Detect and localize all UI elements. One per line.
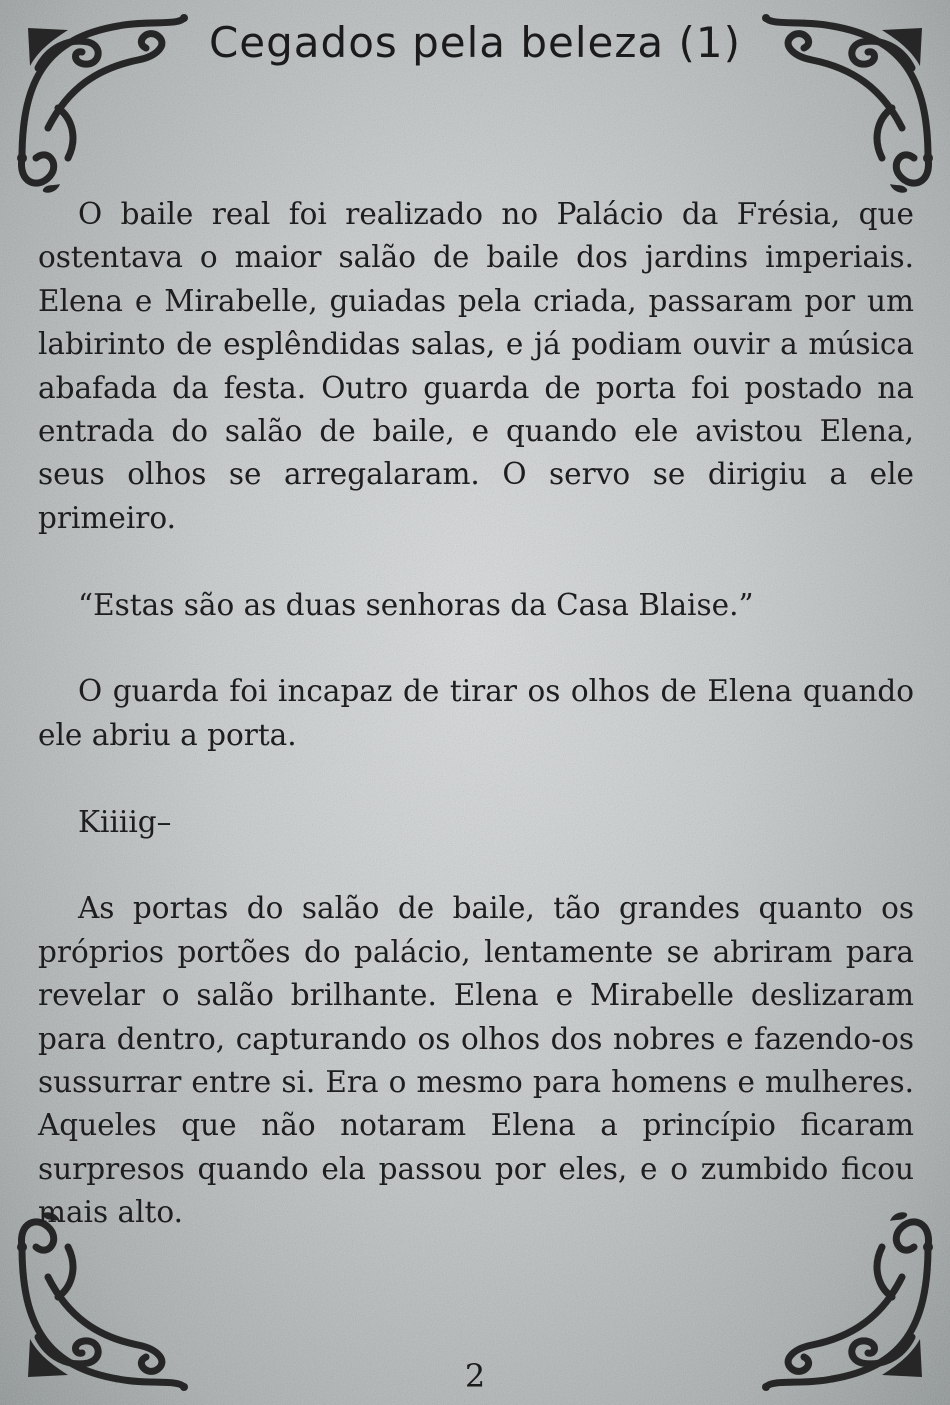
paragraph: O baile real foi realizado no Palácio da Frésia, que ostentava o maior salão de baile dos jardins imperiais. Elena e Mirabelle, guiadas pela criada, passaram por um labirinto de esplêndidas salas, e já podiam ouvir a música abafada da festa. Outro guarda de porta foi postado na entrada do salão de baile, e quando ele avistou Elena, seus olhos se arregalaram. O servo se dirigiu a ele primeiro. bbox=[38, 197, 914, 535]
flourish-corner-icon bbox=[752, 8, 942, 198]
page-number: 2 bbox=[464, 1357, 486, 1395]
flourish-corner-icon bbox=[8, 8, 198, 198]
paragraph: “Estas são as duas senhoras da Casa Blaise.” bbox=[78, 587, 754, 622]
chapter-title: Cegados pela beleza (1) bbox=[208, 18, 742, 67]
paragraph: Kiiiig– bbox=[78, 804, 172, 839]
paragraph: O guarda foi incapaz de tirar os olhos de Elena quando ele abriu a porta. bbox=[38, 674, 914, 752]
chapter-body bbox=[38, 193, 914, 1235]
paragraph: As portas do salão de baile, tão grandes quanto os próprios portões do palácio, lentamente se abriram para revelar o salão brilhante. Elena e Mirabelle deslizaram para dentro, capturando os olhos dos nobres e fazendo-os sussurrar entre si. Era o mesmo para homens e mulheres. Aqueles que não notaram Elena a princípio ficaram surpresos quando ela passou por eles, e o zumbido ficou mais alto. bbox=[38, 891, 914, 1230]
